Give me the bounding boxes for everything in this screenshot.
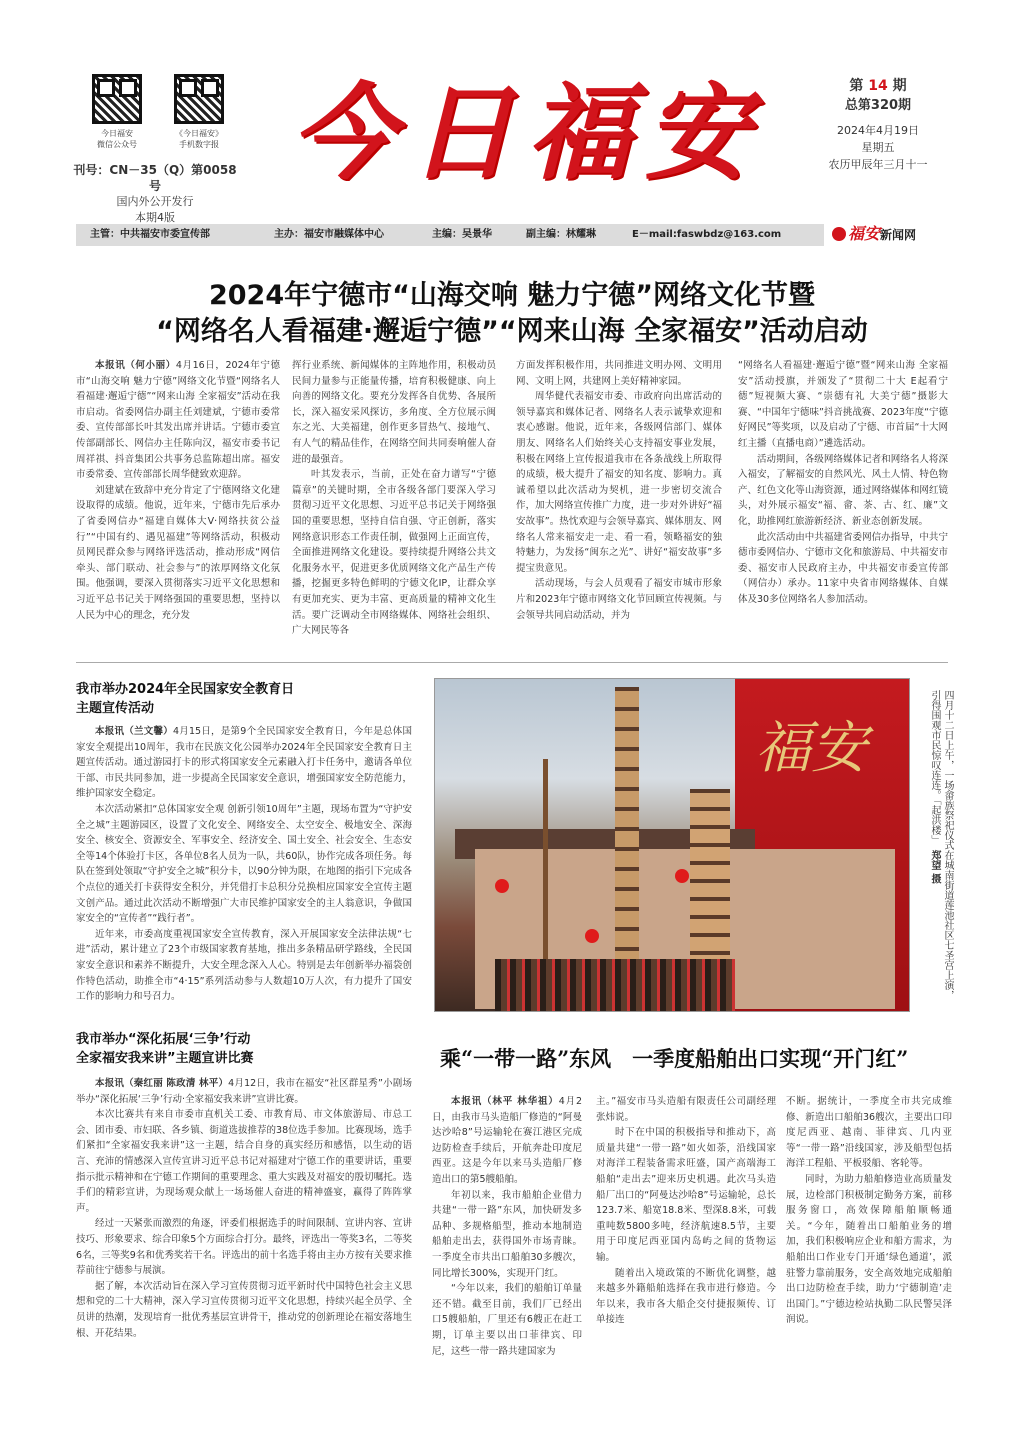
article2-title (76, 680, 416, 718)
newspaper-logo: 今日福安 (290, 71, 763, 194)
article4-paragraph: 年初以来，我市船舶企业借力共建“一带一路”东风，加快研发多品种、多规格船型，推动本地制造船舶走出去，获得国外市场青睐。一季度全市共出口船舶30多艘次，同比增长300%，实现开门红。 (432, 1189, 582, 1279)
distribution-note: 国内外公开发行 (116, 195, 194, 208)
qr-caption-digital (159, 128, 239, 150)
article3-body (76, 1076, 412, 1376)
byline: 本报讯（秦红丽 陈政清 林平） (95, 1078, 229, 1089)
sponsor: 主管：中共福安市委宣传部 (90, 229, 210, 240)
article4-paragraph: “今年以来，我们的船舶订单量还不错。截至目前，我们厂已经出口5艘船舶，厂里还有6艘正在赶工期，订单主要以出口菲律宾、印尼，这些一带一路共建国家为 (432, 1283, 582, 1357)
byline: 本报讯（兰文馨） (95, 726, 173, 737)
issue-number-value: 14 (868, 78, 888, 94)
qr-code-wechat[interactable] (92, 74, 142, 124)
article1-column-2 (292, 358, 496, 648)
article3-paragraph: 本次比赛共有来自市委市直机关工委、市教育局、市文体旅游局、市总工会、团市委、市妇联、各乡镇、街道选拔推荐的38位选手参加。比赛现场，选手们紧扣“全家福安我来讲”这一主题，结合自身的真实经历和感悟，以生动的语言、充沛的情感深入宣传宣讲习近平总书记对福建对宁德工作的重要讲话，重要指示批示精神和在宁德工作期间的重要理念、重大实践及对福安的殷切嘱托。选手们的精彩宣讲，为现场观众献上一场场催人奋进的精神盛宴，赢得了阵阵掌声。 (76, 1109, 412, 1214)
qr2-caption-line2: 手机数字报 (179, 140, 219, 149)
news-site-logo[interactable] (832, 222, 916, 247)
article4-paragraph: 时下在中国的积极指导和推动下，高质量共建“一带一路”如火如荼，沿线国家对海洋工程装备需求旺盛，国产高端海工船舶“走出去”迎来历史机遇。此次马头造船厂出口的“阿曼达沙哈8”号运输轮，总长123.7米、船宽18.8米、型深8.8米，可载重吨数5800多吨，经济航速8.5节，主要用于印度尼西亚国内岛屿之间的货物运输。 (596, 1127, 776, 1263)
issue-date-block (818, 122, 938, 173)
article4-paragraph: 同时，为助力船舶修造业高质量发展，边检部门积极制定勤务方案，前移服务窗口，高效保障船舶顺畅通关。“今年，随着出口船舶业务的增加，我们积极响应企业和船方需求，为船舶出口作业专门开通‘绿色通道’，派驻警力靠前服务，安全高效地完成船舶出口边防检查手续，助力‘宁德制造’走出国门。”宁德边检站执勤二队民警吴泽润说。 (786, 1173, 952, 1326)
issue-weekday: 星期五 (861, 141, 895, 154)
publication-code: 刊号：CN－35（Q）第0058号 (73, 163, 237, 193)
qr1-caption-line1: 今日福安 (101, 129, 133, 138)
publication-info (70, 162, 240, 226)
article1-paragraph: 此次活动由中共福建省委网信办指导，中共宁德市委网信办、宁德市文化和旅游局、中共福安市委、福安市人民政府主办，中共福安市委宣传部（网信办）承办。11家中央省市网络媒体、自媒体及30多位网络名人参加活动。 (738, 531, 948, 605)
article1-column-1 (76, 358, 280, 648)
issue-info (818, 76, 938, 173)
article4-title: 乘“一带一路”东风 一季度船舶出口实现“开门红” (440, 1046, 909, 1071)
qr-caption-wechat (77, 128, 157, 150)
total-issue: 总第320期 (844, 98, 912, 113)
byline: 本报讯（林平 林华祖） (451, 1096, 559, 1107)
qr-code-digital-paper[interactable] (174, 74, 224, 124)
article4-column-1 (432, 1094, 582, 1394)
photo-caption-tag: 「起洪楼」 (929, 800, 940, 840)
email[interactable]: E－mail:faswbdz@163.com (632, 229, 782, 240)
issue-lunar-date: 农历甲辰年三月十一 (828, 158, 928, 171)
article2-title-line2: 主题宣传活动 (76, 701, 155, 716)
article1-paragraph: 刘建斌在致辞中充分肯定了宁德网络文化建设取得的成绩。他说，近年来，宁德市先后承办了省委网信办“福建自媒体大V·网络扶贫公益行”“中国有约、遇见福建”等网络活动，积极动员网民群众参与网络评选活动，推动形成“网信牵头、部门联动、社会参与”的浓厚网络文化氛围。他强调，要深入贯彻落实习近平文化思想和习近平总书记关于网络强国的重要思想，坚持以人民为中心的理念，充分发 (76, 484, 280, 621)
organizer: 主办：福安市融媒体中心 (274, 229, 384, 240)
article3-paragraph: 经过一天紧张而激烈的角逐，评委们根据选手的时间限制、宣讲内容、宣讲技巧、形象要求、综合印象5个方面综合打分。最终，评选出一等奖3名，二等奖6名，三等奖9名和优秀奖若干名。评选出的前十名选手将由主办方按有关要求推荐前往宁德参与展演。 (76, 1218, 412, 1277)
article2-title-line1: 我市举办2024年全民国家安全教育日 (76, 682, 295, 697)
chief-editor: 主编：吴景华 (432, 229, 492, 240)
article2-paragraph: 本次活动紧扣“总体国家安全观 创新引领10周年”主题，现场布置为“守护安全之城”主题游园区，设置了文化安全、网络安全、太空安全、极地安全、深海安全、核安全、资源安全、军事安全、经济安全、国土安全、社会安全、生态安全等14个体验打卡区，各单位8名人员为一队，共60队，协作完成各项任务。每队在签到处领取“守护安全之城”积分卡，以90分钟为限，在地图的指引下完成各个点位的通关打卡获得安全积分，并凭借打卡总积分兑换相应国家安全宣传主题文创产品。通过此次活动不断增强广大市民维护国家安全的主人翁意识，争做国家安全的“宣传者”“践行者”。 (76, 803, 412, 925)
issue-number (818, 76, 938, 96)
red-lantern (495, 879, 509, 893)
main-headline-line2: “网络名人看福建·邂逅宁德”“网来山海 全家福安”活动启动 (156, 316, 868, 347)
deputy-editor: 副主编：林耀琳 (526, 229, 596, 240)
article1-paragraph: 活动现场，与会人员观看了福安市城市形象片和2023年宁德市网络文化节回顾宣传视频。与会领导共同启动活动，并为 (516, 578, 722, 621)
article2-paragraph: 本报讯（兰文馨）4月15日，是第9个全民国家安全教育日，今年是总体国家安全观提出10周年，我市在民族文化公园举办2024年全民国家安全教育日主题宣传活动。通过游园打卡的形式将国家安全元素融入打卡任务中，邀请各单位干部、市民共同参加，进一步提高全民国家安全意识，增强国家安全防范能力，维护国家安全稳定。 (76, 726, 412, 800)
issue-prefix: 第 (849, 78, 864, 94)
article1-paragraph: 叶其发表示，当前，正处在奋力谱写“宁德篇章”的关键时期，全市各级各部门要深入学习贯彻习近平文化思想、习近平总书记关于网络强国的重要思想，坚持自信自强、守正创新，落实网络意识形态工作责任制，做强网上正面宣传，全面推进网络文化建设。要持续提升网络公共文化服务水平，促进更多优质网络文化产品生产传播，挖掘更多特色鲜明的宁德文化IP，让群众享有更加充实、更为丰富、更高质量的精神文化生活。要广泛调动全市网络媒体、网络社会组织、广大网民等各 (292, 469, 496, 637)
article4-paragraph: 本报讯（林平 林华祖）4月2日，由我市马头造船厂修造的“阿曼达沙哈8”号运输轮在赛江港区完成边防检查手续后，开航奔赴印度尼西亚。这是今年以来马头造船厂修造出口的第5艘船舶。 (432, 1096, 582, 1185)
qr1-caption-line2: 微信公众号 (97, 140, 137, 149)
editorial-info-bar (76, 224, 824, 246)
article1-paragraph: “网络名人看福建·邂逅宁德”暨“网来山海 全家福安”活动授旗，并颁发了“贯彻二十大 E起看宁德”短视频大赛、“崇德有礼 大美宁德”摄影大赛、“中国年宁德味”抖音挑战赛、2023年度“宁德好网民”等奖项，以及启动了宁德、市首届“十大网红主播（直播电商）”遴选活动。 (738, 360, 948, 449)
byline: 本报讯（何小丽） (95, 360, 176, 371)
article1-column-4 (738, 358, 948, 648)
article4-paragraph: 不断。据统计，一季度全市共完成维修、新造出口船舶36艘次，主要出口印度尼西亚、越南、菲律宾、几内亚等“一带一路”沿线国家，涉及船型包括海洋工程船、平板驳船、客轮等。 (786, 1096, 952, 1170)
article4-column-2 (596, 1094, 776, 1394)
page-count: 本期4版 (135, 211, 175, 224)
issue-suffix: 期 (892, 78, 907, 94)
photo-author: 郑望 摄 (929, 850, 940, 884)
section-divider (76, 662, 948, 663)
article3-title-line1: 我市举办“深化拓展‘三争’行动 (76, 1032, 251, 1047)
crowd (495, 959, 735, 1012)
issue-date: 2024年4月19日 (837, 124, 919, 137)
red-lantern (675, 869, 689, 883)
article2-paragraph: 近年来，市委高度重视国家安全宣传教育，深入开展国家安全法律法规“七进”活动，累计建立了23个市级国家教育基地，推出多条精品研学路线，全民国家安全意识和素养不断提升，大安全理念深入人心。特别是去年创新举办福袋创作特色活动，助推全市“4·15”系列活动参与人数超10万人次，有力提升了国安工作的影响力和号召力。 (76, 928, 412, 1003)
article1-paragraph: 本报讯（何小丽）4月16日，2024年宁德市“山海交响 魅力宁德”网络文化节暨“网络名人看福建·邂逅宁德”“网来山海 全家福安”活动在我市启动。省委网信办副主任刘建斌，宁德市委常委、宣传部部长叶其发出席并讲话。宁德市委宣传部副部长、网信办主任陈向汉，福安市委书记周祥祺、抖音集团公共事务总监陈超出席。福安市委常委、宣传部部长周华健致欢迎辞。 (76, 360, 280, 481)
photo-caption (914, 690, 954, 1000)
news-site-logo-icon (832, 227, 846, 241)
article4-paragraph: 随着出入境政策的不断优化调整，越来越多外籍船舶选择在我市进行修造。今年以来，我市各大船企交付捷报频传、订单接连 (596, 1267, 776, 1326)
main-headline-line1: 2024年宁德市“山海交响 魅力宁德”网络文化节暨 (208, 280, 816, 311)
red-lantern (585, 929, 599, 943)
banner-calligraphy: 福安 (755, 716, 867, 781)
article2-body (76, 724, 412, 1010)
article1-paragraph: 活动期间，各级网络媒体记者和网络名人将深入福安，了解福安的自然风光、风土人情、特色物产、红色文化等山海资源，通过网络媒体和网红镜头，对外展示福安“福、畲、茶、古、红、廉”文化，助推网红旅游新经济、新业态创新发展。 (738, 453, 948, 527)
photo-caption-text: 四月十二日上午，一场畲族祭祀仪式在城南街道莲池社区七圣宫上演，引得围观市民惊叹连连。 (929, 690, 953, 1000)
main-headline (60, 278, 964, 350)
article1-paragraph: 方面发挥积极作用，共同推进文明办网、文明用网、文明上网，共建网上美好精神家园。 (516, 360, 722, 387)
ceremony-photo[interactable] (434, 678, 910, 1012)
article3-paragraph: 本报讯（秦红丽 陈政清 林平）4月12日，我市在福安“社区群星秀”小剧场举办“深化拓展‘三争’行动·全家福安我来讲”宣讲比赛。 (76, 1078, 412, 1105)
article1-column-3 (516, 358, 722, 648)
article3-paragraph: 据了解，本次活动旨在深入学习宣传贯彻习近平新时代中国特色社会主义思想和党的二十大精神，深入学习宣传贯彻习近平文化思想，持续兴起全员学、全员讲的热潮，发现培育一批优秀基层宣讲骨干，推动党的创新理论在福安落地生根、开花结果。 (76, 1280, 412, 1339)
article4-column-3 (786, 1094, 952, 1394)
news-site-label: 新闻网 (880, 228, 917, 242)
news-site-brand: 福安 (848, 224, 881, 243)
article1-paragraph: 挥行业系统、新闻媒体的主阵地作用，积极动员民间力量参与正能量传播，培育积极健康、向上向善的网络文化。要充分发挥各自优势、各展所长，深入福安采风探访，多角度、全方位展示闽东之光、大美福建，创作更多冒热气、接地气、有人气的精品佳作，在网络空间共同奏响催人奋进的最强音。 (292, 360, 496, 465)
article3-title-line2: 全家福安我来讲”主题宣讲比赛 (76, 1051, 254, 1066)
article4-paragraph: 主。”福安市马头造船有限责任公司副经理张炜说。 (596, 1096, 776, 1123)
qr2-caption-line1: 《今日福安》 (175, 129, 223, 138)
article1-paragraph: 周华健代表福安市委、市政府向出席活动的领导嘉宾和媒体记者、网络名人表示诚挚欢迎和衷心感谢。他说，近年来，各级网信部门、媒体朋友、网络名人们始终关心支持福安事业发展，积极在网络上宣传报道我市在各条战线上所取得的成绩，极大提升了福安的知名度、影响力。真诚希望以此次活动为契机，进一步密切交流合作，加大网络宣传推广力度，进一步对外讲好“福安故事”。热忱欢迎与会领导嘉宾、媒体朋友、网络名人常来福安走一走、看一看，领略福安的独特魅力，为发扬“闽东之光”、讲好“福安故事”多提宝贵意见。 (516, 391, 722, 574)
article3-title (76, 1030, 416, 1068)
